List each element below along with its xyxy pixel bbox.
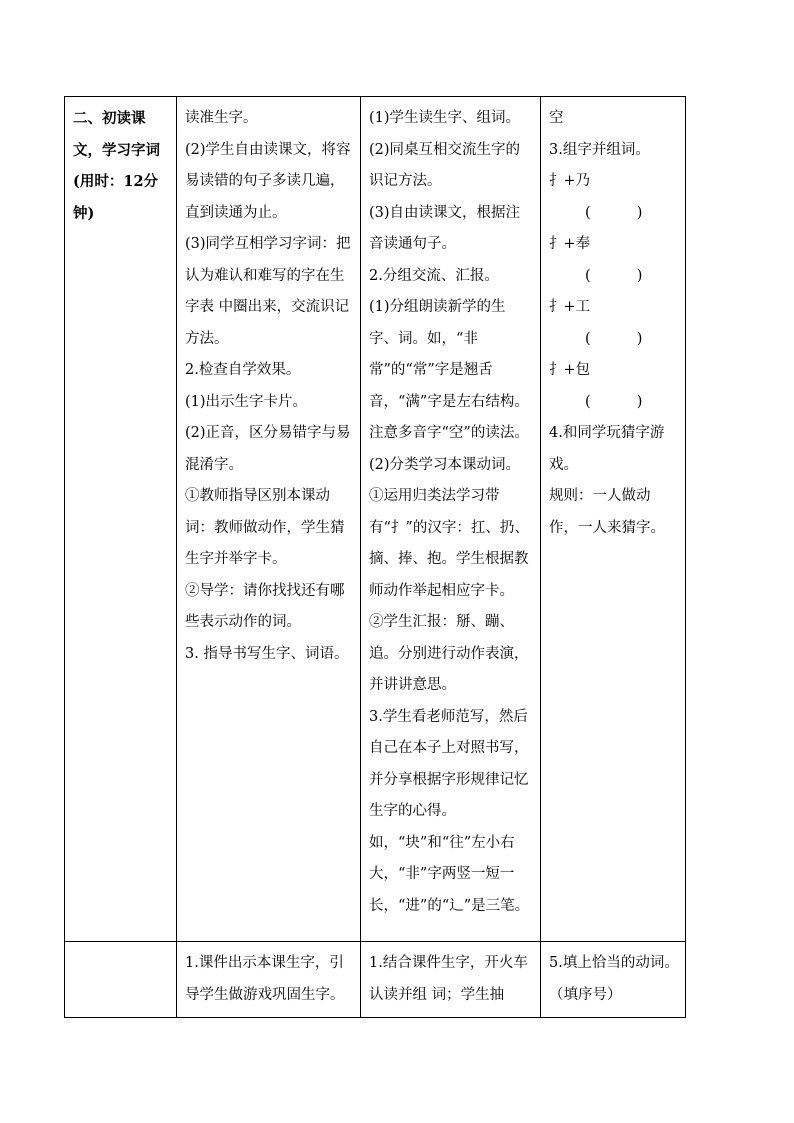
teacher-line: (2)学生自由读课文，将容易读错的句子多读几遍，直到读通为止。 — [185, 141, 351, 221]
table-row — [65, 942, 686, 1018]
answer-blank: ( ) — [585, 267, 643, 284]
char-combo: 扌+工 — [549, 299, 591, 315]
teacher-activities-cell — [177, 942, 361, 1018]
teacher-line: 1.课件出示本课生字，引导学生做游戏巩固生字。 — [185, 955, 345, 1003]
teacher-line: 读准生字。 — [185, 110, 258, 126]
exercise-line: 空 — [549, 110, 564, 126]
student-line: 2.分组交流、汇报。 — [369, 267, 499, 284]
exercise-line: 规则：一人做动作，一人来猜字。 — [549, 488, 665, 536]
teacher-line: 3. 指导书写生字、词语。 — [185, 645, 349, 662]
char-combo: 扌+奉 — [549, 236, 591, 252]
teacher-line: 2.检查自学效果。 — [185, 362, 301, 378]
student-line: 3.学生看老师范写，然后自己在本子上对照书写，并分享根据字形规律记忆生字的心得。如，“块”和“往”左小右大，“非”字两竖一短一长，“进”的“辶”是三笔。 — [369, 708, 530, 914]
student-line: (2)同桌互相交流生字的识记方法。 — [369, 141, 521, 189]
exercise-cell — [541, 97, 686, 942]
exercise-line: 4.和同学玩猜字游戏。 — [549, 425, 665, 473]
student-line: (1)学生读生字、组词。 — [369, 110, 521, 126]
teacher-line: (3)同学互相学习字词：把认为难认和难写的字在生字表 中圈出来，交流识记方法。 — [185, 236, 351, 347]
student-activities-cell — [361, 942, 541, 1018]
teacher-line: ②导学：请你找找还有哪些表示动作的词。 — [185, 582, 345, 630]
student-activities-cell — [361, 97, 541, 942]
table-row — [65, 97, 686, 942]
teacher-line: (1)出示生字卡片。 — [185, 393, 308, 410]
exercise-line: 3.组字并组词。 — [549, 141, 650, 158]
student-line: ②学生汇报：掰、蹦、追。分别进行动作表演，并讲讲意思。 — [369, 614, 529, 693]
student-line: 1.结合课件生字，开火车认读并组 词；学生抽 — [369, 955, 528, 1003]
char-combo: 扌+乃 — [549, 173, 591, 189]
exercise-line: 5.填上恰当的动词。（填序号） — [549, 955, 679, 1003]
section-label: 二、初读课文，学习字词(用时：12分钟) — [65, 97, 177, 942]
exercise-cell — [541, 942, 686, 1018]
teacher-line: (2)正音，区分易错字与易混淆字。 — [185, 425, 351, 473]
section-label — [65, 942, 177, 1018]
student-line: (1)分组朗读新学的生字、词。如，“非常”的“常”字是翘舌音，“满”字是左右结构。注意多音字“空”的读法。 — [369, 299, 529, 441]
answer-blank: ( ) — [585, 204, 643, 221]
student-line: ①运用归类法学习带有“扌”的汉字：扛、扔、摘、捧、抱。学生根据教师动作举起相应字卡。 — [369, 488, 529, 599]
student-line: (2)分类学习本课动词。 — [369, 456, 521, 473]
lesson-plan-table — [64, 96, 686, 1018]
student-line: (3)自由读课文，根据注音读通句子。 — [369, 204, 521, 252]
answer-blank: ( ) — [585, 330, 643, 347]
teacher-line: ①教师指导区别本课动词：教师做动作，学生猜生字并举字卡。 — [185, 488, 345, 567]
answer-blank: ( ) — [585, 393, 643, 410]
teacher-activities-cell — [177, 97, 361, 942]
char-combo: 扌+包 — [549, 362, 591, 378]
